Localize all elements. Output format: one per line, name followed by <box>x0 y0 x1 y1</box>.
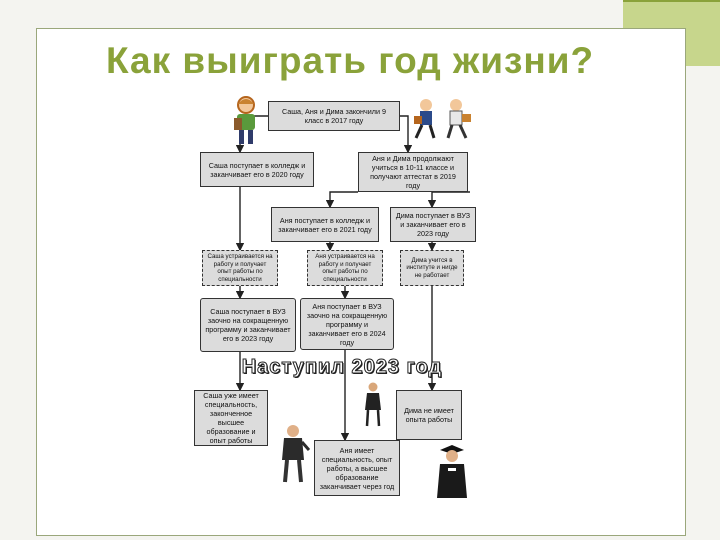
businessman-icon <box>276 424 310 484</box>
node-dima-vuz: Дима поступает в ВУЗ и заканчивает его в 2023 году <box>390 207 476 242</box>
node-sasha-college: Саша поступает в колледж и заканчивает его в 2020 году <box>200 152 314 187</box>
student-girl-icon <box>228 96 264 146</box>
businesswoman-icon <box>362 382 384 428</box>
arrow-anya-college <box>330 192 358 207</box>
node-anya-job: Аня устраивается на работу и получает опыт работы по специальности <box>307 250 383 286</box>
node-dima-result: Дима не имеет опыта работы <box>396 390 462 440</box>
arrow-dima-vuz <box>432 192 470 207</box>
node-sasha-vuz: Саша поступает в ВУЗ заочно на сокращенную программу и заканчивает его в 2023 году <box>200 298 296 352</box>
graduate-icon <box>434 444 470 500</box>
node-anya-college: Аня поступает в колледж и заканчивает его в 2021 году <box>271 207 379 242</box>
node-sasha-result: Саша уже имеет специальность, законченное высшее образование и опыт работы <box>194 390 268 446</box>
node-anya-vuz: Аня поступает в ВУЗ заочно на сокращенную программу и заканчивает его в 2024 году <box>300 298 394 350</box>
node-anya-result: Аня имеет специальность, опыт работы, а высшее образование заканчивает через год <box>314 440 400 496</box>
year-banner: Наступил 2023 год <box>241 356 443 378</box>
node-dima-nojob: Дима учится в институте и нигде не работает <box>400 250 464 286</box>
node-start: Саша, Аня и Дима закончили 9 класс в 2017 году <box>268 101 400 131</box>
slide-title: Как выиграть год жизни? <box>106 40 595 81</box>
running-students-icon <box>412 98 474 142</box>
arrow-start-anyadima <box>400 116 408 152</box>
node-sasha-job: Саша устраивается на работу и получает опыт работы по специальности <box>202 250 278 286</box>
node-anyadima-school: Аня и Дима продолжают учиться в 10-11 классе и получают аттестат в 2019 году <box>358 152 468 192</box>
